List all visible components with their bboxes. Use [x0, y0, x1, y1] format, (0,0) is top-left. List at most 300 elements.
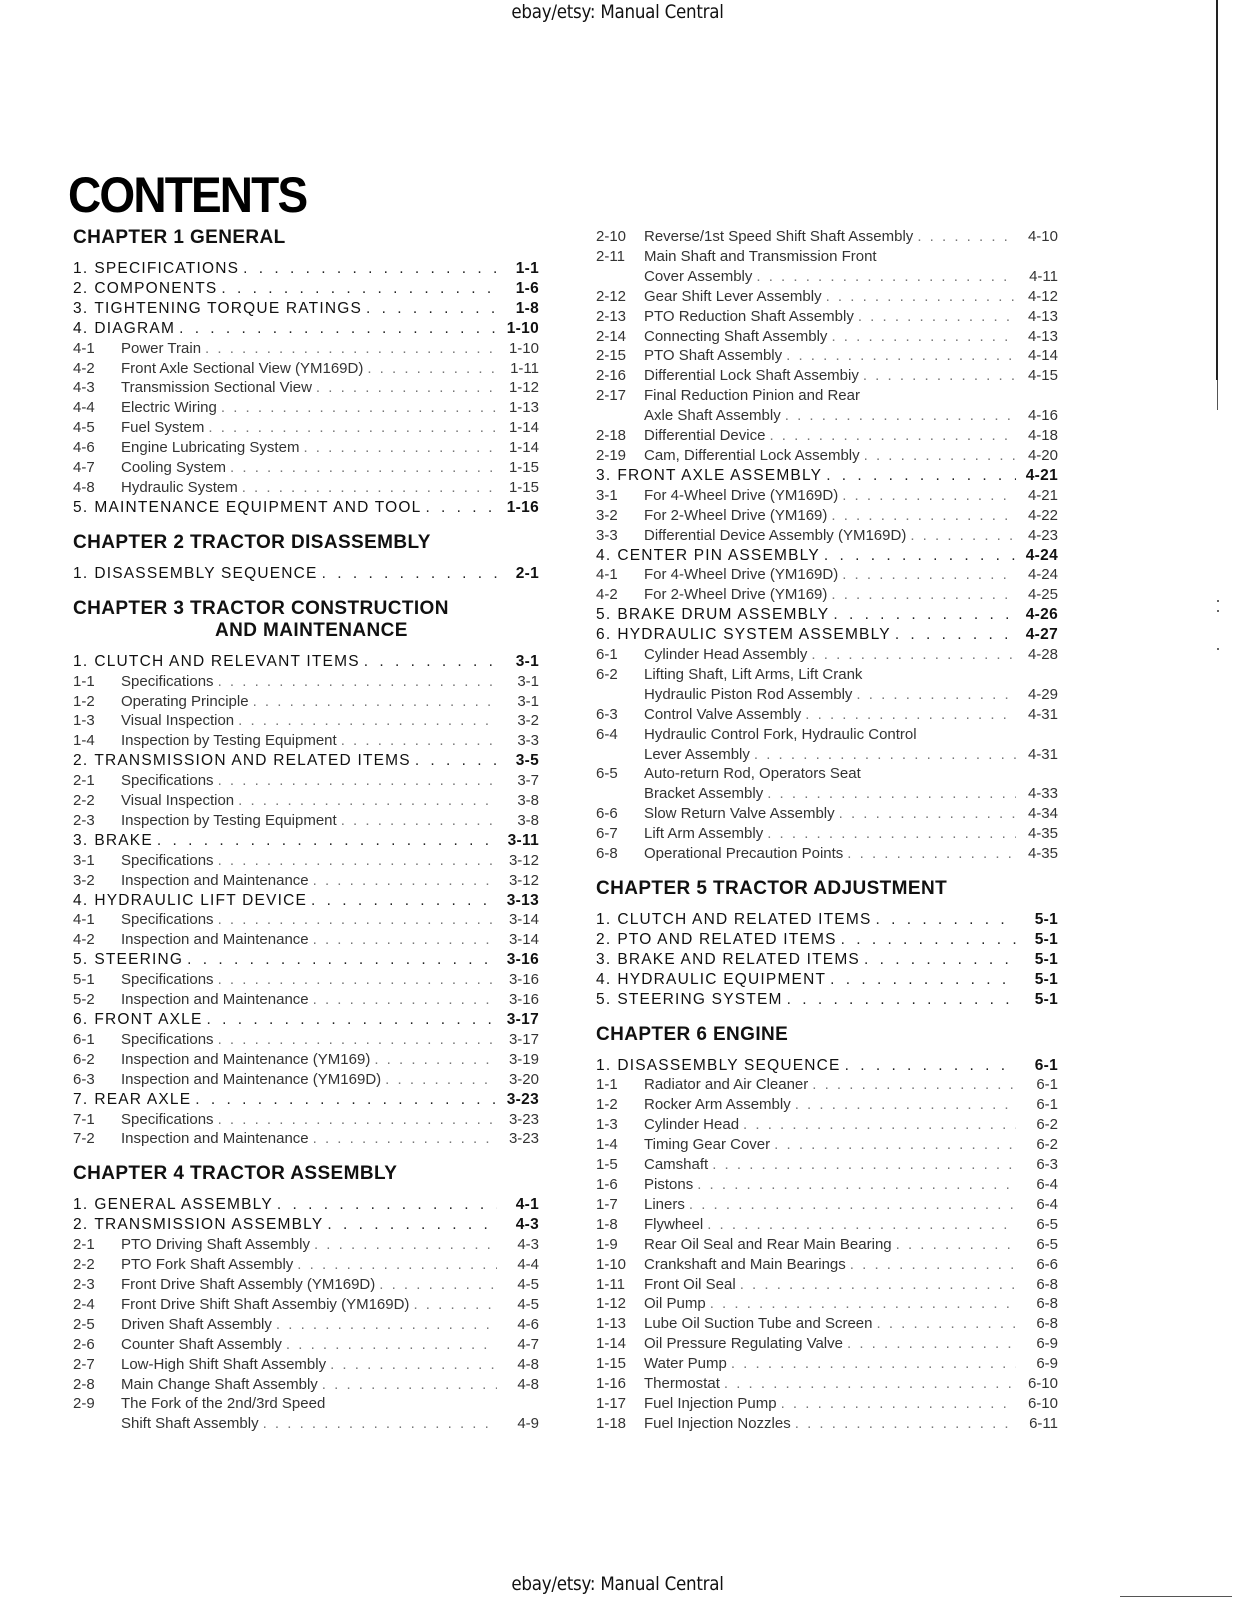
toc-entry[interactable]	[596, 1235, 1058, 1255]
entry-title: TRANSMISSION ASSEMBLY	[94, 1216, 324, 1234]
toc-entry[interactable]	[73, 1315, 539, 1335]
entry-page: 3-8	[517, 792, 539, 810]
entry-page: 4-34	[1027, 805, 1058, 823]
entry-title: For 2-Wheel Drive (YM169)	[644, 506, 828, 524]
dot-leader	[697, 1175, 1016, 1195]
entry-page: 4-13	[1027, 327, 1058, 345]
entry-number: 1-2	[596, 1096, 618, 1114]
dot-leader	[875, 910, 1016, 930]
toc-entry[interactable]	[596, 1275, 1058, 1295]
toc-entry[interactable]	[596, 565, 1058, 585]
entry-title: CLUTCH AND RELEVANT ITEMS	[94, 652, 360, 670]
entry-number: 4-1	[73, 911, 95, 929]
toc-entry[interactable]	[596, 247, 1058, 267]
toc-section-entry[interactable]	[73, 831, 539, 851]
entry-page: 4-8	[517, 1375, 539, 1393]
entry-page: 4-23	[1027, 526, 1058, 544]
toc-entry[interactable]	[596, 1115, 1058, 1135]
entry-page: 3-23	[508, 1110, 539, 1128]
toc-entry[interactable]	[596, 1075, 1058, 1095]
toc-entry[interactable]	[596, 307, 1058, 327]
entry-page: 4-6	[517, 1315, 539, 1333]
dot-leader	[824, 546, 1016, 566]
chapter-2-list	[73, 564, 539, 584]
dot-leader	[712, 1155, 1016, 1175]
toc-entry[interactable]	[73, 871, 539, 891]
toc-entry[interactable]	[596, 1414, 1058, 1434]
entry-title: Fuel Injection Nozzles	[644, 1414, 791, 1432]
toc-entry[interactable]	[73, 970, 539, 990]
entry-page: 4-3	[515, 1216, 539, 1234]
toc-entry-continuation[interactable]	[596, 745, 1058, 765]
toc-entry[interactable]	[596, 585, 1058, 605]
dot-leader	[767, 824, 1016, 844]
entry-number: 2-5	[73, 1315, 95, 1333]
entry-page: 4-15	[1027, 367, 1058, 385]
toc-entry[interactable]	[596, 1155, 1058, 1175]
toc-section-entry[interactable]	[73, 1090, 539, 1110]
entry-number: 6-6	[596, 805, 618, 823]
toc-entry[interactable]	[73, 1375, 539, 1395]
entry-number: 5-1	[73, 971, 95, 989]
entry-page: 6-3	[1036, 1156, 1058, 1174]
entry-title: Cam, Differential Lock Assembly	[644, 446, 860, 464]
toc-section-entry[interactable]	[596, 625, 1058, 645]
toc-entry[interactable]	[73, 851, 539, 871]
dot-leader	[812, 1075, 1016, 1095]
entry-page: 3-12	[508, 871, 539, 889]
toc-entry[interactable]	[596, 645, 1058, 665]
dot-leader	[276, 1315, 497, 1335]
entry-page: 3-12	[508, 851, 539, 869]
entry-page: 3-8	[517, 811, 539, 829]
toc-entry[interactable]	[596, 346, 1058, 366]
entry-number: 4.	[596, 546, 612, 564]
entry-page: 4-28	[1027, 646, 1058, 664]
toc-entry[interactable]	[596, 1135, 1058, 1155]
entry-number: 3-2	[73, 871, 95, 889]
toc-entry[interactable]	[73, 478, 539, 498]
entry-number: 4-2	[596, 586, 618, 604]
entry-page: 4-21	[1025, 466, 1058, 484]
entry-title: Lube Oil Suction Tube and Screen	[644, 1315, 873, 1333]
dot-leader	[218, 970, 497, 990]
toc-entry[interactable]	[73, 910, 539, 930]
dot-leader	[839, 804, 1016, 824]
toc-entry[interactable]	[73, 1070, 539, 1090]
entry-page: 6-8	[1036, 1275, 1058, 1293]
entry-number: 2-2	[73, 792, 95, 810]
toc-entry[interactable]	[596, 446, 1058, 466]
toc-section-entry[interactable]	[73, 564, 539, 584]
toc-section-entry[interactable]	[596, 970, 1058, 990]
toc-section-entry[interactable]	[73, 279, 539, 299]
entry-title: DIAGRAM	[94, 319, 176, 337]
toc-entry[interactable]	[73, 1295, 539, 1315]
dot-leader	[754, 745, 1016, 765]
toc-entry-continuation[interactable]	[73, 1414, 539, 1434]
dot-leader	[313, 1129, 497, 1149]
entry-title-line2: Hydraulic Piston Rod Assembly	[644, 685, 853, 703]
dot-leader	[205, 339, 497, 359]
toc-section-entry[interactable]	[73, 652, 539, 672]
toc-entry[interactable]	[73, 1235, 539, 1255]
toc-entry[interactable]	[596, 1255, 1058, 1275]
entry-title: PTO Fork Shaft Assembly	[121, 1256, 294, 1274]
dot-leader	[795, 1414, 1016, 1434]
entry-page: 6-4	[1036, 1195, 1058, 1213]
dot-leader	[218, 910, 497, 930]
entry-page: 4-7	[517, 1335, 539, 1353]
toc-entry[interactable]	[73, 1355, 539, 1375]
toc-section-entry[interactable]	[73, 1215, 539, 1235]
toc-entry[interactable]	[73, 1030, 539, 1050]
dot-leader	[195, 1090, 497, 1110]
entry-number: 4-8	[73, 478, 95, 496]
entry-number: 3-1	[596, 486, 618, 504]
entry-page: 1-15	[508, 478, 539, 496]
toc-entry[interactable]	[73, 1255, 539, 1275]
entry-number: 1-12	[596, 1295, 627, 1313]
chapter-1-heading: CHAPTER 1 GENERAL	[73, 227, 286, 248]
entry-page: 6-8	[1036, 1295, 1058, 1313]
toc-entry[interactable]	[596, 1095, 1058, 1115]
toc-entry[interactable]	[596, 1314, 1058, 1334]
entry-page: 4-10	[1027, 228, 1058, 245]
entry-number: 1-10	[596, 1255, 627, 1273]
entry-title: Inspection by Testing Equipment	[121, 732, 337, 750]
dot-leader	[297, 1255, 497, 1275]
entry-number: 4.	[73, 891, 89, 909]
dot-leader	[710, 1294, 1016, 1314]
entry-page: 3-13	[506, 891, 539, 909]
entry-number: 2-1	[73, 772, 95, 790]
dot-leader	[831, 585, 1016, 605]
entry-number: 6-2	[596, 665, 618, 683]
toc-entry[interactable]	[596, 366, 1058, 386]
dot-leader	[341, 731, 497, 751]
toc-entry[interactable]	[596, 665, 1058, 685]
entry-page: 4-1	[515, 1196, 539, 1214]
toc-section-entry[interactable]	[73, 751, 539, 771]
entry-page: 4-29	[1027, 685, 1058, 703]
toc-entry[interactable]	[596, 1354, 1058, 1374]
dot-leader	[787, 990, 1016, 1010]
entry-page: 6-6	[1036, 1255, 1058, 1273]
entry-page: 2-1	[515, 564, 539, 582]
toc-entry[interactable]	[596, 526, 1058, 546]
entry-page: 4-12	[1027, 287, 1058, 305]
bottom-rule	[1120, 1596, 1232, 1597]
toc-entry[interactable]	[73, 1110, 539, 1130]
entry-title: Connecting Shaft Assembly	[644, 327, 828, 345]
entry-title: Inspection and Maintenance	[121, 871, 309, 889]
entry-title: MAINTENANCE EQUIPMENT AND TOOL	[94, 498, 422, 516]
dot-leader	[327, 1215, 497, 1235]
toc-entry[interactable]	[596, 705, 1058, 725]
chapter-3-list	[73, 652, 539, 1150]
toc-entry[interactable]	[73, 438, 539, 458]
entry-title: Cooling System	[121, 459, 227, 477]
entry-page: 4-31	[1027, 745, 1058, 763]
entry-page: 4-16	[1027, 407, 1058, 425]
entry-number: 5.	[596, 990, 612, 1008]
entry-title: SPECIFICATIONS	[94, 260, 240, 277]
entry-title: Slow Return Valve Assembly	[644, 805, 835, 823]
entry-title: STEERING SYSTEM	[617, 990, 783, 1008]
entry-title: Pistons	[644, 1175, 694, 1193]
entry-number: 6-2	[73, 1050, 95, 1068]
toc-entry[interactable]	[596, 227, 1058, 247]
entry-number: 1-7	[596, 1195, 618, 1213]
entry-page: 4-22	[1027, 506, 1058, 524]
toc-entry[interactable]	[596, 506, 1058, 526]
entry-number: 1-11	[596, 1275, 625, 1293]
entry-page: 1-6	[515, 279, 539, 297]
dot-leader	[842, 486, 1016, 506]
entry-number: 1.	[73, 564, 89, 582]
scan-speck	[1217, 648, 1219, 650]
toc-section-entry[interactable]	[596, 950, 1058, 970]
dot-leader	[253, 692, 497, 712]
toc-entry[interactable]	[596, 327, 1058, 347]
dot-leader	[218, 1030, 497, 1050]
dot-leader	[313, 871, 497, 891]
dot-leader	[833, 605, 1016, 625]
toc-entry[interactable]	[596, 764, 1058, 784]
entry-page: 3-14	[508, 931, 539, 949]
toc-entry[interactable]	[73, 771, 539, 791]
toc-section-entry[interactable]	[73, 299, 539, 319]
dot-leader	[218, 771, 497, 791]
entry-title: Specifications	[121, 911, 214, 929]
dot-leader	[238, 791, 497, 811]
toc-entry[interactable]	[596, 725, 1058, 745]
toc-entry[interactable]	[73, 458, 539, 478]
entry-page: 6-1	[1036, 1096, 1058, 1114]
toc-entry[interactable]	[596, 426, 1058, 446]
entry-title-line2: Lever Assembly	[644, 745, 750, 763]
entry-number: 2-19	[596, 446, 627, 464]
entry-title: COMPONENTS	[94, 279, 218, 297]
entry-title: PTO Driving Shaft Assembly	[121, 1236, 310, 1254]
dot-leader	[243, 259, 497, 279]
dot-leader	[313, 930, 497, 950]
dot-leader	[858, 307, 1016, 327]
dot-leader	[830, 970, 1016, 990]
toc-entry[interactable]	[596, 1195, 1058, 1215]
toc-entry[interactable]	[73, 692, 539, 712]
entry-number: 6-5	[596, 765, 618, 783]
dot-leader	[316, 378, 497, 398]
entry-title: Camshaft	[644, 1156, 709, 1174]
chapter-3-heading	[73, 598, 539, 642]
entry-number: 2-9	[73, 1395, 95, 1413]
toc-entry-continuation[interactable]	[596, 406, 1058, 426]
chapter-5-list	[596, 910, 1058, 1010]
toc-section-entry[interactable]	[73, 498, 539, 518]
entry-number: 2-17	[596, 387, 627, 405]
toc-entry[interactable]	[596, 287, 1058, 307]
entry-title: Final Reduction Pinion and Rear	[644, 387, 860, 405]
toc-entry[interactable]	[73, 1275, 539, 1295]
entry-page: 5-1	[1034, 990, 1058, 1008]
toc-entry[interactable]	[73, 378, 539, 398]
entry-page: 6-5	[1036, 1235, 1058, 1253]
toc-entry[interactable]	[73, 811, 539, 831]
entry-number: 1.	[73, 652, 89, 670]
toc-entry[interactable]	[596, 486, 1058, 506]
entry-number: 5.	[73, 498, 89, 516]
entry-title: Hydraulic System	[121, 478, 238, 496]
dot-leader	[811, 645, 1016, 665]
toc-section-entry[interactable]	[596, 990, 1058, 1010]
toc-entry[interactable]	[596, 1334, 1058, 1354]
entry-title: Visual Inspection	[121, 792, 235, 810]
entry-number: 1-13	[596, 1315, 627, 1333]
dot-leader	[413, 1295, 497, 1315]
dot-leader	[263, 1414, 497, 1434]
toc-section-entry[interactable]	[73, 891, 539, 911]
entry-page: 6-10	[1027, 1375, 1058, 1393]
toc-entry[interactable]	[73, 1050, 539, 1070]
dot-leader	[221, 398, 497, 418]
entry-page: 6-4	[1036, 1175, 1058, 1193]
entry-page: 5-1	[1034, 911, 1058, 928]
toc-entry[interactable]	[73, 1394, 539, 1414]
entry-title: Inspection and Maintenance	[121, 931, 309, 949]
entry-page: 4-3	[517, 1236, 539, 1254]
toc-entry[interactable]	[596, 1175, 1058, 1195]
entry-page: 6-1	[1036, 1076, 1058, 1094]
entry-title: Control Valve Assembly	[644, 705, 802, 723]
toc-entry[interactable]	[73, 359, 539, 379]
toc-section-entry[interactable]	[73, 1195, 539, 1215]
entry-page: 1-16	[506, 498, 539, 516]
entry-number: 1-1	[73, 672, 95, 690]
dot-leader	[845, 1056, 1016, 1076]
dot-leader	[425, 498, 497, 518]
entry-page: 5-1	[1034, 930, 1058, 948]
dot-leader	[774, 1135, 1016, 1155]
dot-leader	[379, 1275, 497, 1295]
toc-entry[interactable]	[596, 1294, 1058, 1314]
entry-title: Front Axle Sectional View (YM169D)	[121, 359, 364, 377]
chapter-2-heading: CHAPTER 2 TRACTOR DISASSEMBLY	[73, 531, 431, 553]
entry-page: 1-1	[515, 260, 539, 277]
entry-page: 1-15	[508, 459, 539, 477]
toc-entry[interactable]	[596, 844, 1058, 864]
page-title: CONTENTS	[68, 166, 307, 223]
toc-section-entry[interactable]	[73, 259, 539, 279]
page-edge-line	[1216, 0, 1218, 380]
toc-section-entry[interactable]	[596, 605, 1058, 625]
dot-leader	[805, 705, 1016, 725]
entry-number: 2-16	[596, 367, 627, 385]
dot-leader	[311, 891, 497, 911]
entry-title: CLUTCH AND RELATED ITEMS	[617, 911, 872, 928]
toc-entry[interactable]	[73, 791, 539, 811]
toc-section-entry[interactable]	[73, 319, 539, 339]
toc-entry[interactable]	[596, 386, 1058, 406]
entry-page: 4-27	[1025, 626, 1058, 644]
toc-entry-continuation[interactable]	[596, 267, 1058, 287]
entry-page: 3-7	[517, 772, 539, 790]
toc-section-entry[interactable]	[596, 1056, 1058, 1076]
entry-title: Gear Shift Lever Assembly	[644, 287, 822, 305]
entry-title-line2: Bracket Assembly	[644, 785, 764, 803]
toc-section-entry[interactable]	[73, 1010, 539, 1030]
toc-entry[interactable]	[596, 804, 1058, 824]
entry-title: Specifications	[121, 1030, 214, 1048]
entry-number: 6-3	[596, 705, 618, 723]
toc-right-column	[596, 227, 1058, 1434]
toc-entry-continuation[interactable]	[596, 685, 1058, 705]
toc-entry[interactable]	[73, 1129, 539, 1149]
toc-section-entry[interactable]	[596, 546, 1058, 566]
entry-page: 4-9	[517, 1415, 539, 1433]
entry-number: 4-2	[73, 931, 95, 949]
entry-number: 1.	[73, 260, 89, 277]
toc-entry[interactable]	[73, 418, 539, 438]
entry-number: 1-8	[596, 1215, 618, 1233]
toc-entry[interactable]	[73, 398, 539, 418]
toc-section-entry[interactable]	[596, 930, 1058, 950]
dot-leader	[707, 1215, 1016, 1235]
entry-page: 1-14	[508, 419, 539, 437]
toc-entry[interactable]	[596, 1394, 1058, 1414]
toc-entry[interactable]	[73, 1335, 539, 1355]
entry-title: Operating Principle	[121, 692, 249, 710]
toc-entry[interactable]	[73, 339, 539, 359]
toc-entry[interactable]	[73, 711, 539, 731]
entry-page: 3-16	[508, 991, 539, 1009]
dot-leader	[841, 930, 1016, 950]
entry-title: Water Pump	[644, 1355, 727, 1373]
dot-leader	[740, 1275, 1016, 1295]
toc-section-entry[interactable]	[73, 950, 539, 970]
toc-section-entry[interactable]	[596, 910, 1058, 930]
entry-page: 3-3	[517, 732, 539, 750]
toc-entry[interactable]	[596, 1215, 1058, 1235]
entry-title: Front Drive Shaft Assembly (YM169D)	[121, 1275, 376, 1293]
entry-page: 1-8	[515, 299, 539, 317]
entry-title: Front Oil Seal	[644, 1275, 736, 1293]
toc-entry-continuation[interactable]	[596, 784, 1058, 804]
entry-number: 6-3	[73, 1070, 95, 1088]
entry-number: 2-1	[73, 1236, 95, 1254]
entry-number: 4-5	[73, 419, 95, 437]
toc-entry[interactable]	[596, 824, 1058, 844]
toc-entry[interactable]	[73, 990, 539, 1010]
chapter-4-continued-list	[596, 227, 1058, 864]
dot-leader	[847, 1334, 1016, 1354]
dot-leader	[785, 406, 1016, 426]
toc-entry[interactable]	[73, 930, 539, 950]
entry-number: 1.	[596, 911, 612, 928]
entry-title: BRAKE	[94, 831, 153, 849]
entry-number: 4-6	[73, 439, 95, 457]
dot-leader	[218, 672, 497, 692]
entry-title: DISASSEMBLY SEQUENCE	[94, 564, 318, 582]
toc-section-entry[interactable]	[596, 466, 1058, 486]
toc-entry[interactable]	[73, 731, 539, 751]
toc-entry[interactable]	[73, 672, 539, 692]
entry-title: Main Shaft and Transmission Front	[644, 247, 877, 265]
toc-entry[interactable]	[596, 1374, 1058, 1394]
entry-number: 1-15	[596, 1355, 627, 1373]
entry-title: Differential Device Assembly (YM169D)	[644, 526, 907, 544]
